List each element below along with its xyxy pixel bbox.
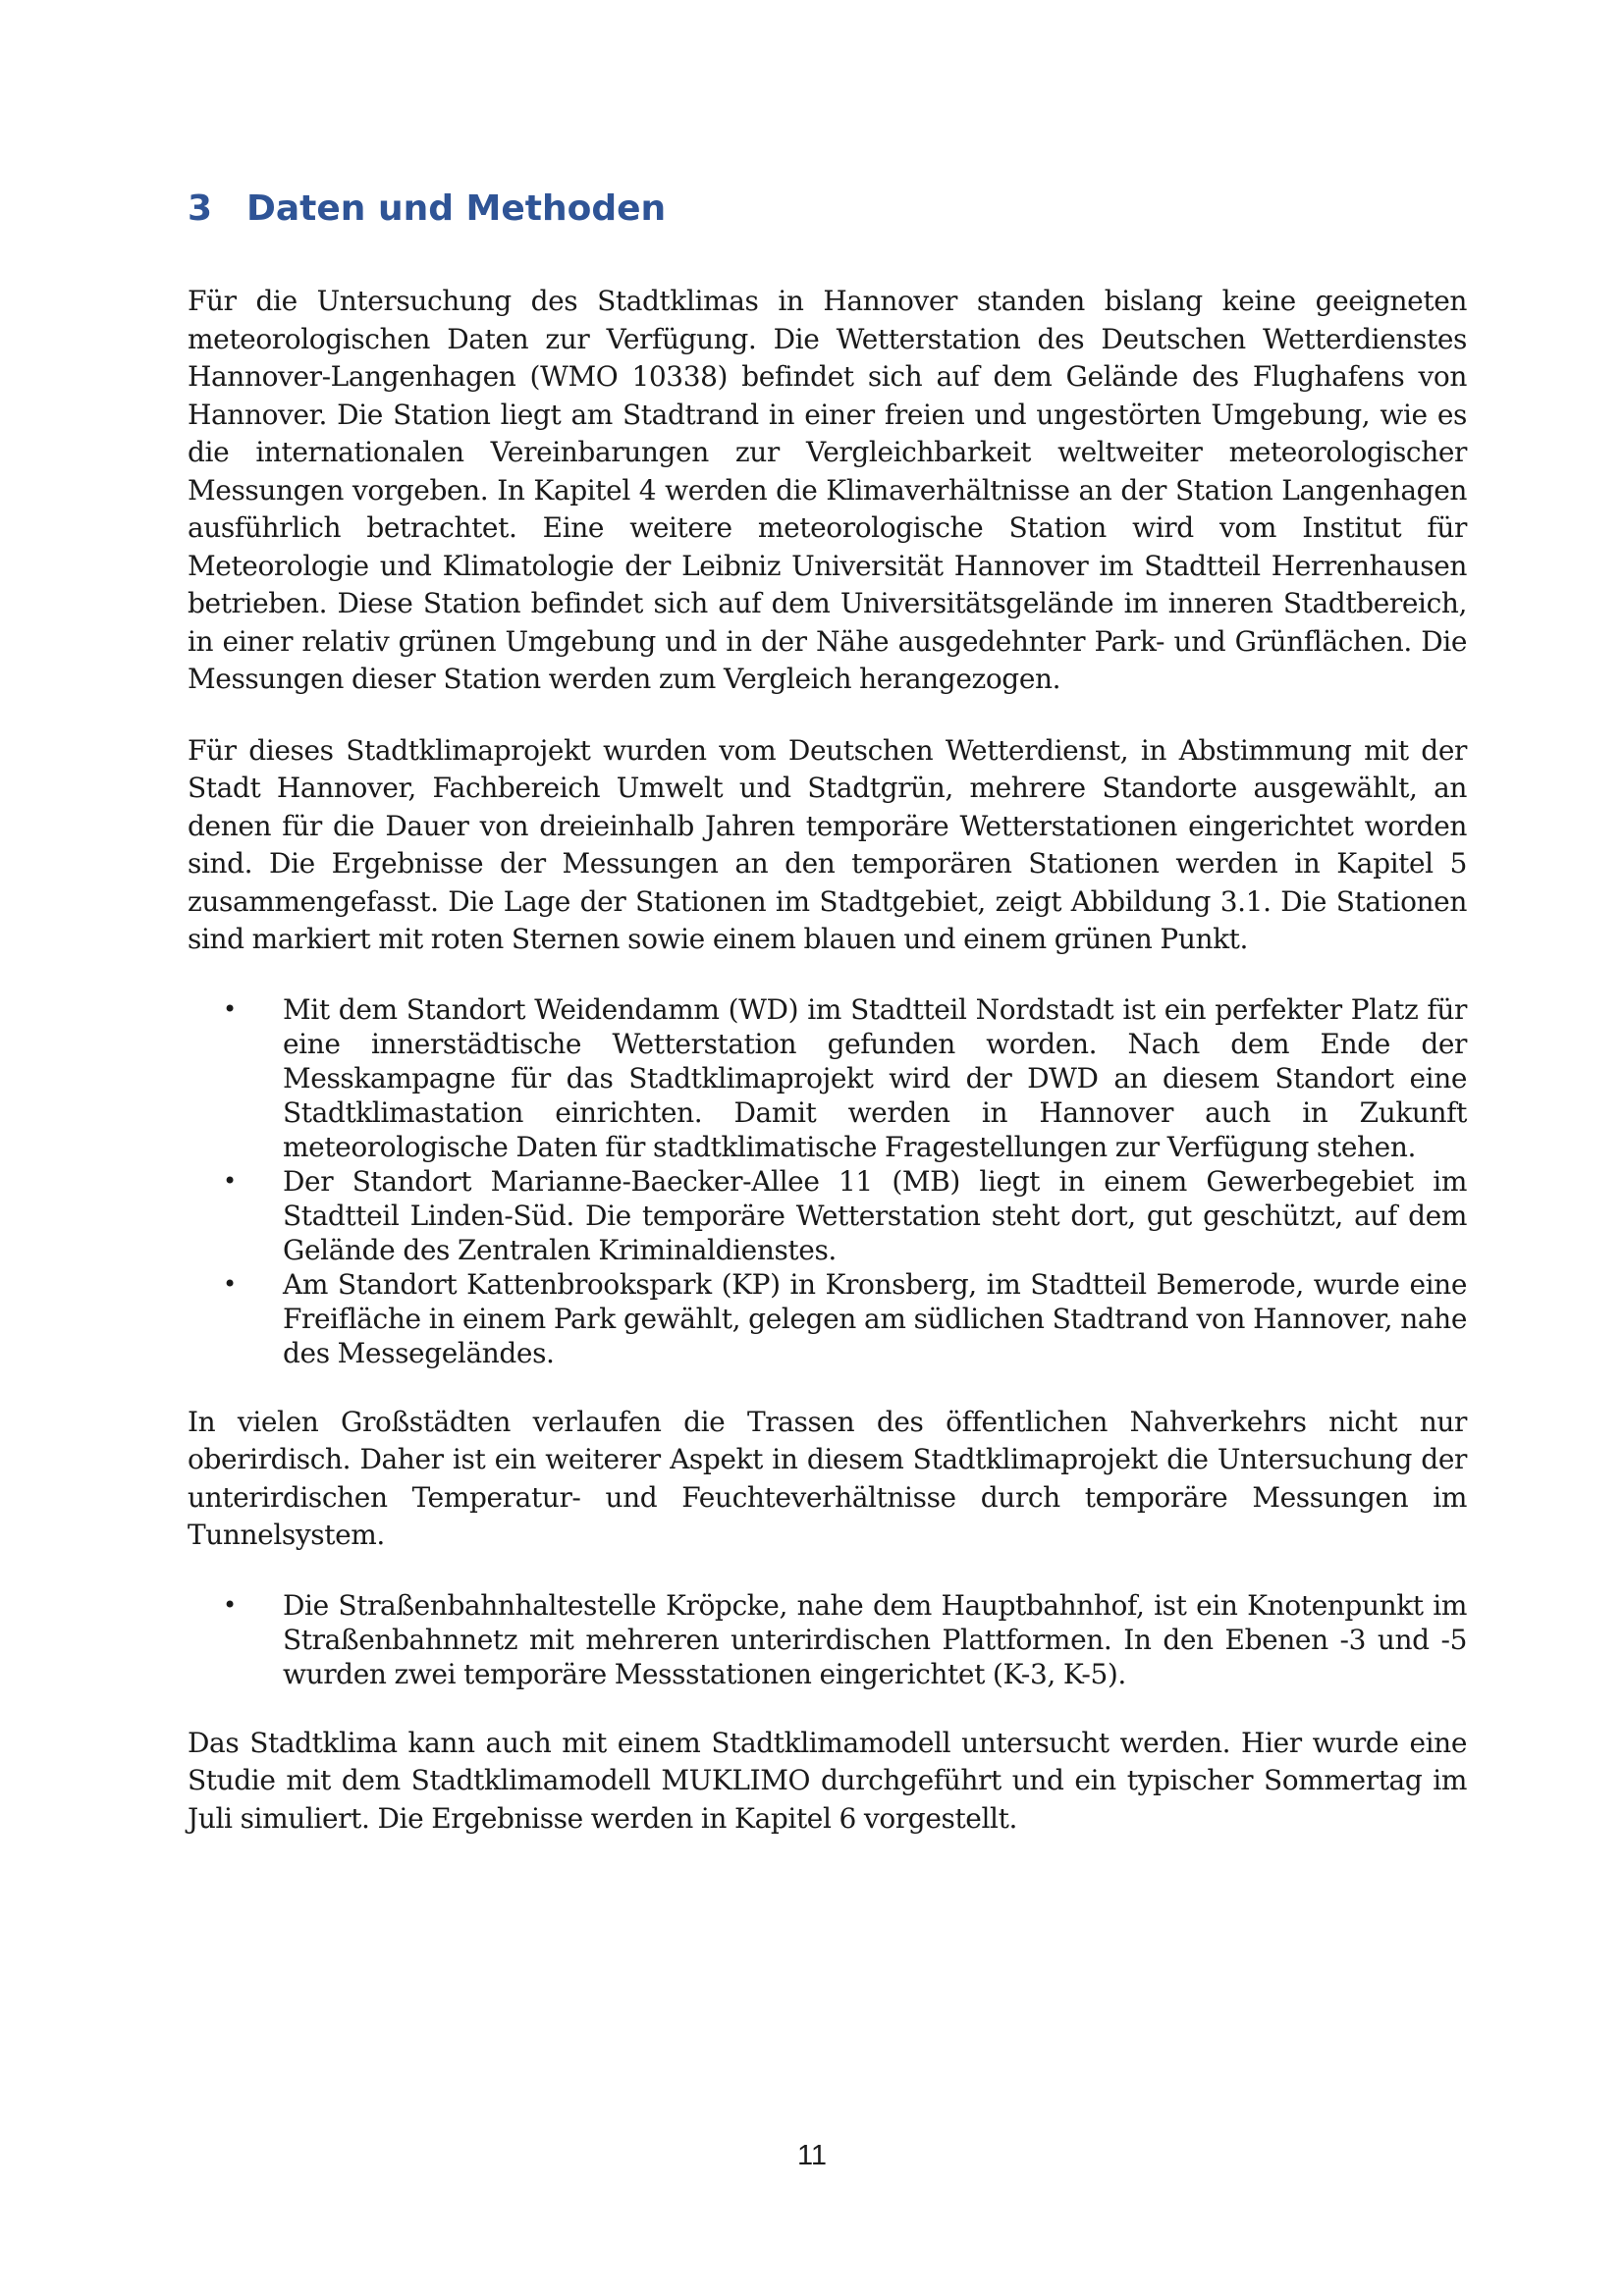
list-item <box>188 1588 1467 1691</box>
bullet-icon: • <box>223 994 237 1023</box>
list-item <box>188 1164 1467 1267</box>
list-item-text: Die Straßenbahnhaltestelle Kröpcke, nahe dem Hauptbahnhof, ist ein Knotenpunkt im Straßenbahnnetz mit mehreren unterirdischen Plattformen. In den Ebenen -3 und -5 wurden zwei temporäre Messstationen eingerichtet (K-3, K-5). <box>283 1588 1467 1690</box>
paragraph-intro: Für die Untersuchung des Stadtklimas in Hannover standen bislang keine geeigneten meteorologischen Daten zur Verfügung. Die Wetterstation des Deutschen Wetterdienstes Hannover-Langenhagen (WMO 10338) befindet sich auf dem Gelände des Flughafens von Hannover. Die Station liegt am Stadtrand in einer freien und ungestörten Umgebung, wie es die internationalen Vereinbarungen zur Vergleichbarkeit weltweiter meteorologischer Messungen vorgeben. In Kapitel 4 werden die Klimaverhältnisse an der Station Langenhagen ausführlich betrachtet. Eine weitere meteorologische Station wird vom Institut für Meteorologie und Klimatologie der Leibniz Universität Hannover im Stadtteil Herrenhausen betrieben. Diese Station befindet sich auf dem Universitätsgelände im inneren Stadtbereich, in einer relativ grünen Umgebung und in der Nähe ausgedehnter Park- und Grünflächen. Die Messungen dieser Station werden zum Vergleich herangezogen. <box>188 285 1467 695</box>
page-content <box>188 187 1467 1871</box>
section-heading <box>188 187 1467 232</box>
page-number: 11 <box>796 2140 828 2171</box>
list-item-text: Der Standort Marianne-Baecker-Allee 11 (MB) liegt in einem Gewerbegebiet im Stadtteil Linden-Süd. Die temporäre Wetterstation steht dort, gut geschützt, auf dem Gelände des Zentralen Kriminaldienstes. <box>283 1164 1467 1266</box>
section-title: Daten und Methoden <box>246 188 667 229</box>
tunnel-bullet-list <box>188 1588 1467 1691</box>
paragraph-tunnel: In vielen Großstädten verlaufen die Trassen des öffentlichen Nahverkehrs nicht nur oberirdisch. Daher ist ein weiterer Aspekt in diesem Stadtklimaprojekt die Untersuchung der unterirdischen Temperatur- und Feuchteverhältnisse durch temporäre Messungen im Tunnelsystem. <box>188 1405 1467 1551</box>
section-number: 3 <box>188 188 213 229</box>
list-item-text: Mit dem Standort Weidendamm (WD) im Stadtteil Nordstadt ist ein perfekter Platz für eine innerstädtische Wetterstation gefunden worden. Nach dem Ende der Messkampagne für das Stadtklimaprojekt wird der DWD an diesem Standort eine Stadtklimastation einrichten. Damit werden in Hannover auch in Zukunft meteorologische Daten für stadtklimatische Fragestellungen zur Verfügung stehen. <box>283 992 1467 1163</box>
bullet-icon: • <box>223 1269 237 1298</box>
bullet-icon: • <box>223 1166 237 1195</box>
bullet-icon: • <box>223 1590 237 1619</box>
stations-bullet-list <box>188 992 1467 1370</box>
list-item <box>188 1267 1467 1370</box>
paragraph-stations: Für dieses Stadtklimaprojekt wurden vom Deutschen Wetterdienst, in Abstimmung mit der Stadt Hannover, Fachbereich Umwelt und Stadtgrün, mehrere Standorte ausgewählt, an denen für die Dauer von dreieinhalb Jahren temporäre Wetterstationen eingerichtet worden sind. Die Ergebnisse der Messungen an den temporären Stationen werden in Kapitel 5 zusammengefasst. Die Lage der Stationen im Stadtgebiet, zeigt Abbildung 3.1. Die Stationen sind markiert mit roten Sternen sowie einem blauen und einem grünen Punkt. <box>188 733 1467 955</box>
paragraph-model: Das Stadtklima kann auch mit einem Stadtklimamodell untersucht werden. Hier wurde eine Studie mit dem Stadtklimamodell MUKLIMO durchgeführt und ein typischer Sommertag im Juli simuliert. Die Ergebnisse werden in Kapitel 6 vorgestellt. <box>188 1726 1467 1835</box>
list-item <box>188 992 1467 1164</box>
list-item-text: Am Standort Kattenbrookspark (KP) in Kronsberg, im Stadtteil Bemerode, wurde eine Freifläche in einem Park gewählt, gelegen am südlichen Stadtrand von Hannover, nahe des Messegeländes. <box>283 1267 1467 1369</box>
